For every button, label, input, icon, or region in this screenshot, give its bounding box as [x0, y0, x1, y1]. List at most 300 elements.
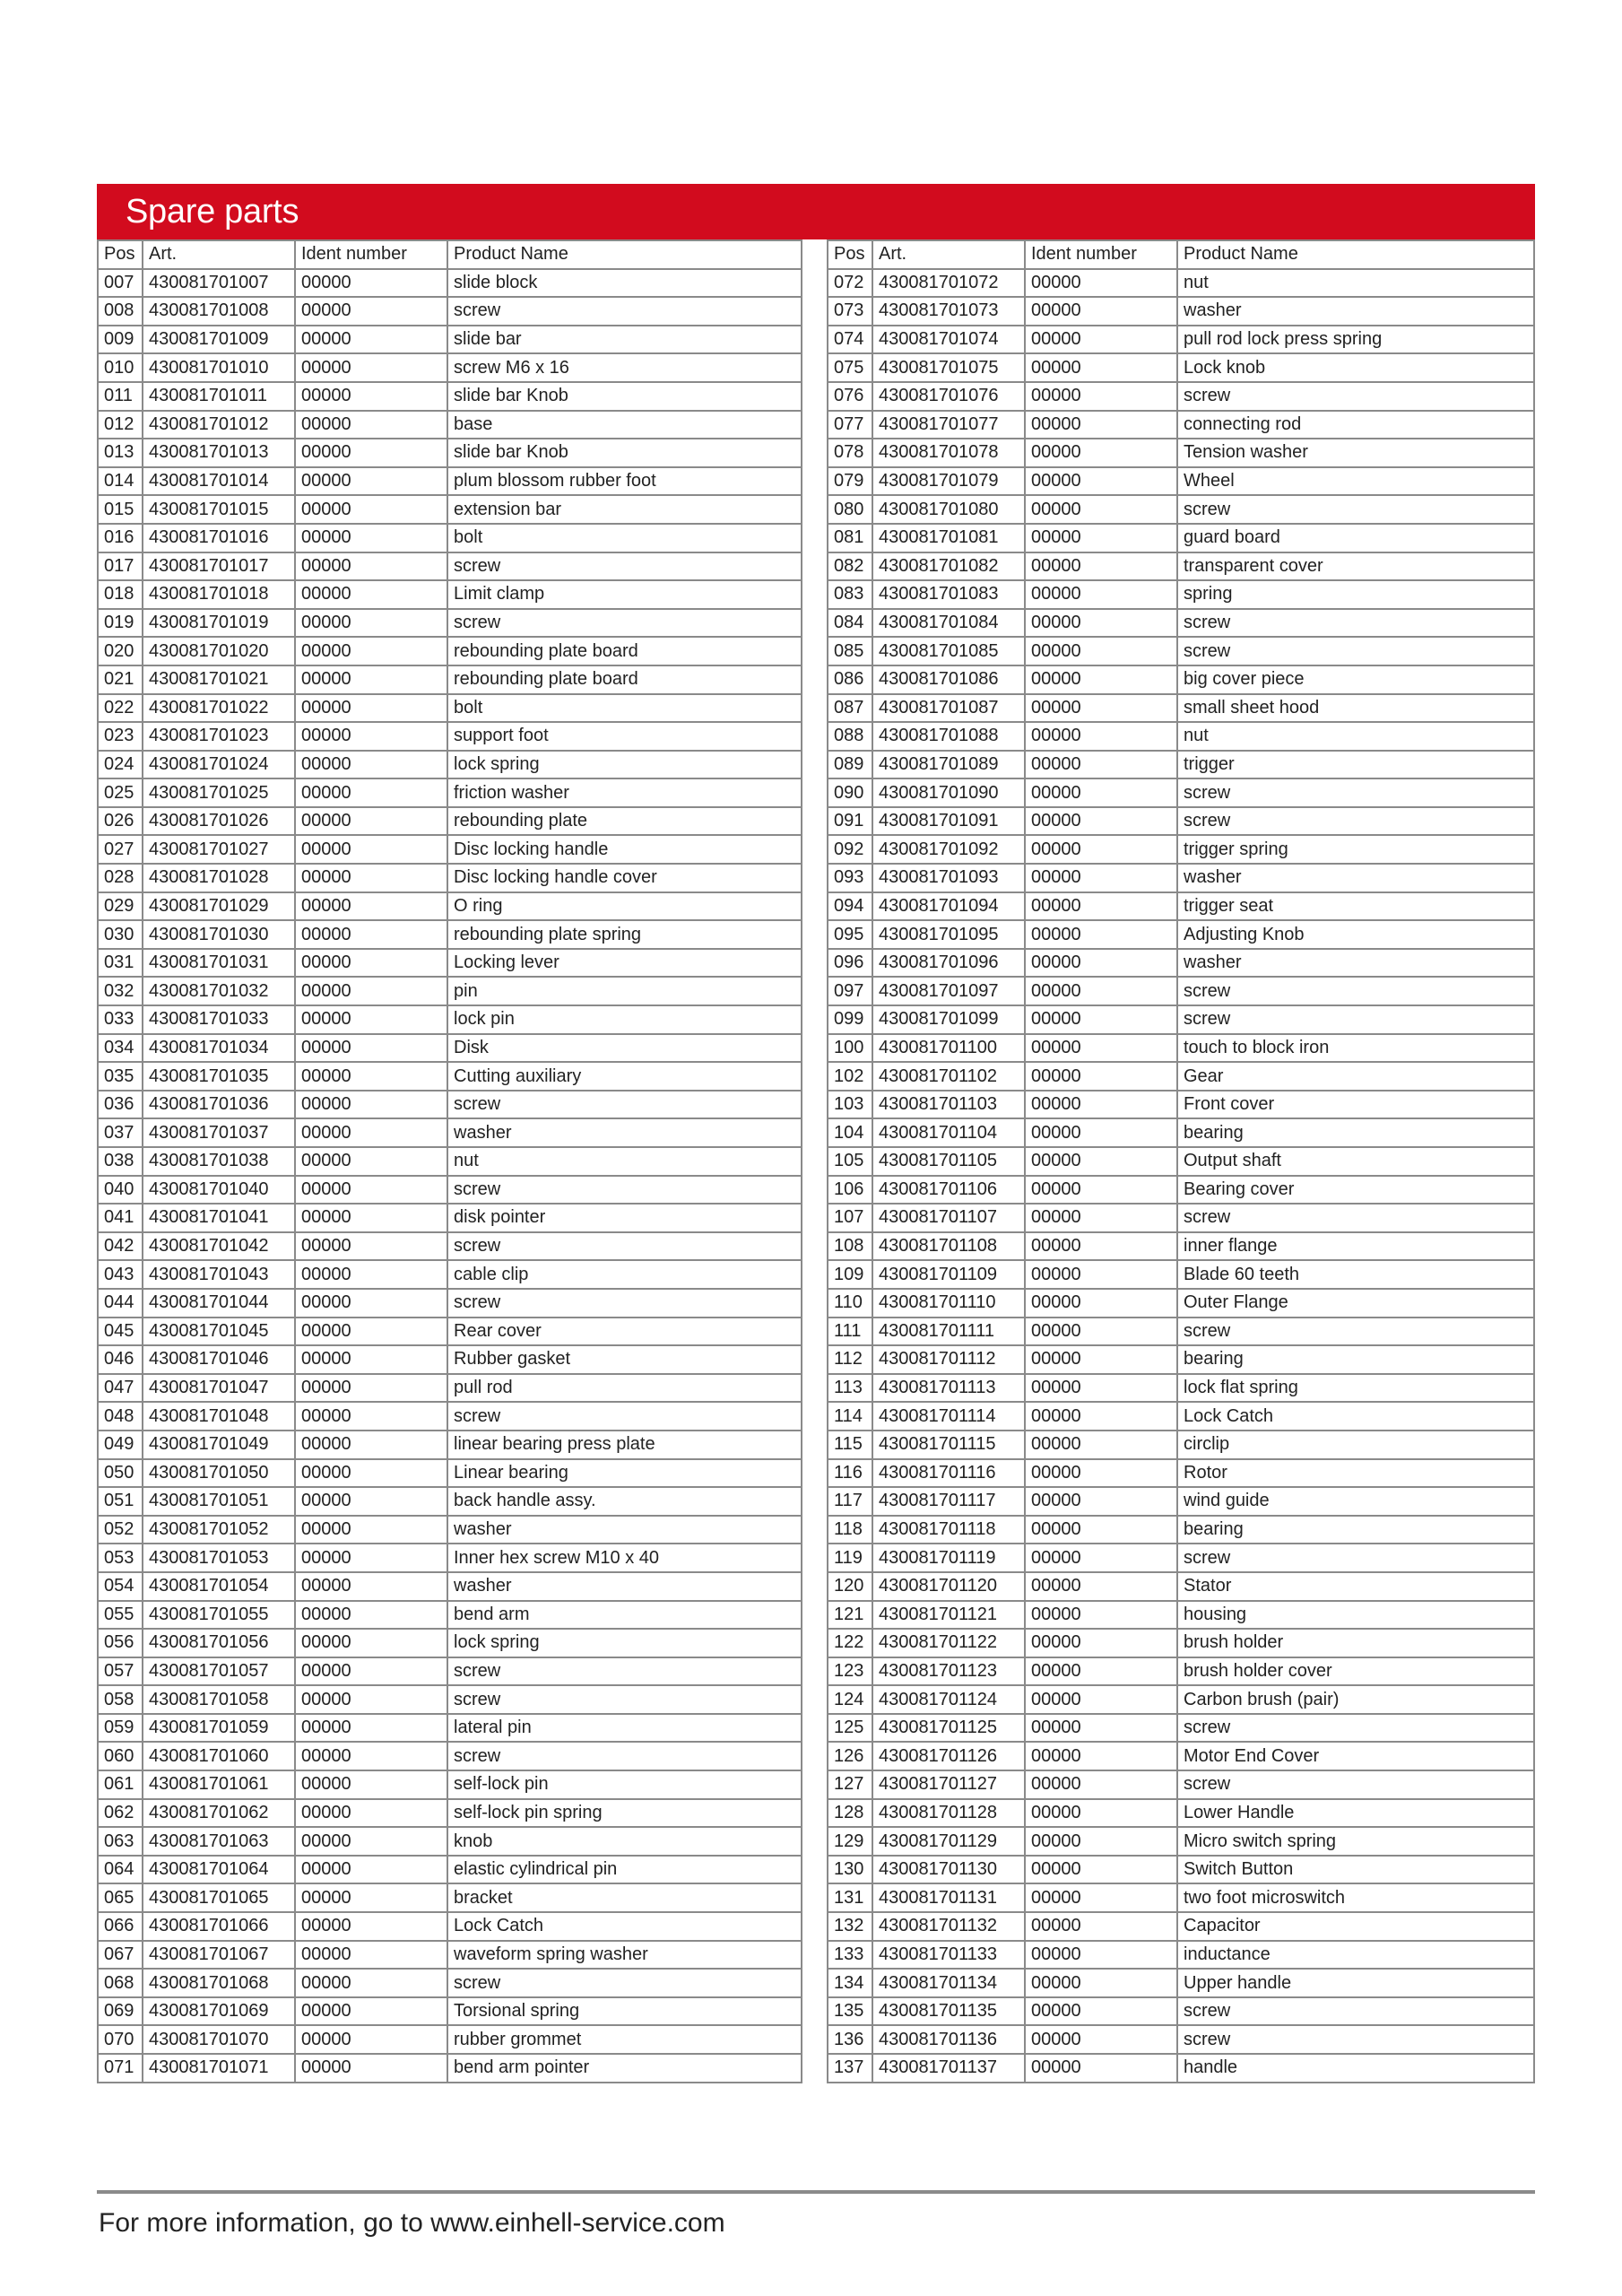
product-name-cell: screw	[1177, 495, 1534, 524]
product-name-cell: Disc locking handle	[447, 835, 802, 864]
art-cell: 430081701029	[143, 892, 295, 921]
product-name-cell: linear bearing press plate	[447, 1431, 802, 1459]
pos-cell: 054	[98, 1572, 143, 1601]
pos-cell: 132	[828, 1912, 872, 1941]
art-cell: 430081701062	[143, 1799, 295, 1828]
pos-cell: 016	[98, 524, 143, 552]
art-cell: 430081701104	[872, 1118, 1025, 1147]
ident-number-cell: 00000	[295, 552, 447, 581]
pos-cell: 128	[828, 1799, 872, 1828]
table-row	[828, 637, 1534, 665]
ident-number-cell: 00000	[1025, 751, 1177, 779]
ident-number-cell: 00000	[295, 1118, 447, 1147]
art-cell: 430081701053	[143, 1544, 295, 1572]
column-header-art: Art.	[143, 240, 295, 269]
product-name-cell: slide bar	[447, 326, 802, 354]
ident-number-cell: 00000	[295, 382, 447, 411]
product-name-cell: two foot microswitch	[1177, 1883, 1534, 1912]
ident-number-cell: 00000	[295, 1997, 447, 2026]
pos-cell: 077	[828, 411, 872, 439]
product-name-cell: rebounding plate board	[447, 665, 802, 694]
pos-cell: 076	[828, 382, 872, 411]
table-row	[828, 411, 1534, 439]
ident-number-cell: 00000	[1025, 552, 1177, 581]
pos-cell: 099	[828, 1005, 872, 1034]
pos-cell: 048	[98, 1402, 143, 1431]
ident-number-cell: 00000	[1025, 269, 1177, 298]
art-cell: 430081701050	[143, 1459, 295, 1488]
table-row	[828, 1289, 1534, 1318]
ident-number-cell: 00000	[295, 1459, 447, 1488]
pos-cell: 024	[98, 751, 143, 779]
table-row	[828, 977, 1534, 1005]
table-row	[98, 1544, 802, 1572]
pos-cell: 120	[828, 1572, 872, 1601]
ident-number-cell: 00000	[295, 694, 447, 723]
ident-number-cell: 00000	[1025, 2054, 1177, 2083]
table-row	[98, 1883, 802, 1912]
ident-number-cell: 00000	[1025, 864, 1177, 892]
ident-number-cell: 00000	[1025, 1374, 1177, 1403]
product-name-cell: screw	[447, 1176, 802, 1205]
product-name-cell: screw	[1177, 807, 1534, 836]
pos-cell: 057	[98, 1657, 143, 1686]
pos-cell: 029	[98, 892, 143, 921]
ident-number-cell: 00000	[1025, 637, 1177, 665]
pos-cell: 081	[828, 524, 872, 552]
table-row	[828, 1318, 1534, 1346]
ident-number-cell: 00000	[1025, 1997, 1177, 2026]
pos-cell: 037	[98, 1118, 143, 1147]
product-name-cell: lock flat spring	[1177, 1374, 1534, 1403]
table-row	[98, 977, 802, 1005]
pos-cell: 109	[828, 1260, 872, 1289]
ident-number-cell: 00000	[295, 1714, 447, 1743]
pos-cell: 007	[98, 269, 143, 298]
column-header-pos: Pos	[828, 240, 872, 269]
table-row	[98, 353, 802, 382]
pos-cell: 092	[828, 835, 872, 864]
art-cell: 430081701127	[872, 1770, 1025, 1799]
pos-cell: 049	[98, 1431, 143, 1459]
product-name-cell: wind guide	[1177, 1487, 1534, 1516]
table-row	[98, 580, 802, 609]
product-name-cell: Capacitor	[1177, 1912, 1534, 1941]
art-cell: 430081701023	[143, 722, 295, 751]
product-name-cell: Tension washer	[1177, 439, 1534, 467]
pos-cell: 107	[828, 1204, 872, 1232]
art-cell: 430081701102	[872, 1062, 1025, 1091]
ident-number-cell: 00000	[295, 1516, 447, 1544]
table-row	[828, 722, 1534, 751]
pos-cell: 096	[828, 949, 872, 978]
art-cell: 430081701012	[143, 411, 295, 439]
table-row	[98, 1856, 802, 1884]
table-row	[828, 1005, 1534, 1034]
product-name-cell: bolt	[447, 694, 802, 723]
pos-cell: 067	[98, 1941, 143, 1970]
pos-cell: 063	[98, 1827, 143, 1856]
pos-cell: 071	[98, 2054, 143, 2083]
ident-number-cell: 00000	[1025, 1232, 1177, 1261]
art-cell: 430081701013	[143, 439, 295, 467]
art-cell: 430081701066	[143, 1912, 295, 1941]
pos-cell: 036	[98, 1091, 143, 1119]
ident-number-cell: 00000	[1025, 1516, 1177, 1544]
product-name-cell: Lock Catch	[447, 1912, 802, 1941]
ident-number-cell: 00000	[295, 1487, 447, 1516]
table-header-row	[98, 240, 802, 269]
table-row	[828, 920, 1534, 949]
product-name-cell: washer	[1177, 864, 1534, 892]
product-name-cell: screw	[447, 552, 802, 581]
product-name-cell: screw	[1177, 778, 1534, 807]
product-name-cell: bearing	[1177, 1516, 1534, 1544]
table-row	[828, 609, 1534, 638]
table-row	[98, 1318, 802, 1346]
pos-cell: 012	[98, 411, 143, 439]
ident-number-cell: 00000	[1025, 722, 1177, 751]
pos-cell: 032	[98, 977, 143, 1005]
table-row	[98, 1572, 802, 1601]
table-row	[828, 326, 1534, 354]
ident-number-cell: 00000	[1025, 1799, 1177, 1828]
table-row	[98, 609, 802, 638]
art-cell: 430081701107	[872, 1204, 1025, 1232]
product-name-cell: Linear bearing	[447, 1459, 802, 1488]
art-cell: 430081701057	[143, 1657, 295, 1686]
pos-cell: 009	[98, 326, 143, 354]
ident-number-cell: 00000	[295, 949, 447, 978]
product-name-cell: screw	[447, 1091, 802, 1119]
art-cell: 430081701059	[143, 1714, 295, 1743]
ident-number-cell: 00000	[295, 1402, 447, 1431]
art-cell: 430081701080	[872, 495, 1025, 524]
table-row	[828, 495, 1534, 524]
column-header-art: Art.	[872, 240, 1025, 269]
pos-cell: 020	[98, 637, 143, 665]
product-name-cell: screw	[447, 1685, 802, 1714]
ident-number-cell: 00000	[295, 1969, 447, 1997]
art-cell: 430081701065	[143, 1883, 295, 1912]
pos-cell: 075	[828, 353, 872, 382]
pos-cell: 090	[828, 778, 872, 807]
art-cell: 430081701043	[143, 1260, 295, 1289]
product-name-cell: screw	[1177, 1544, 1534, 1572]
table-row	[98, 552, 802, 581]
table-row	[828, 778, 1534, 807]
pos-cell: 112	[828, 1345, 872, 1374]
art-cell: 430081701110	[872, 1289, 1025, 1318]
product-name-cell: bearing	[1177, 1118, 1534, 1147]
pos-cell: 115	[828, 1431, 872, 1459]
table-row	[98, 1034, 802, 1063]
pos-cell: 095	[828, 920, 872, 949]
table-row	[828, 665, 1534, 694]
art-cell: 430081701034	[143, 1034, 295, 1063]
art-cell: 430081701052	[143, 1516, 295, 1544]
product-name-cell: screw	[1177, 1770, 1534, 1799]
art-cell: 430081701016	[143, 524, 295, 552]
table-row	[828, 382, 1534, 411]
product-name-cell: screw	[447, 1289, 802, 1318]
art-cell: 430081701022	[143, 694, 295, 723]
pos-cell: 023	[98, 722, 143, 751]
art-cell: 430081701069	[143, 1997, 295, 2026]
ident-number-cell: 00000	[1025, 1912, 1177, 1941]
ident-number-cell: 00000	[295, 1657, 447, 1686]
pos-cell: 068	[98, 1969, 143, 1997]
pos-cell: 104	[828, 1118, 872, 1147]
ident-number-cell: 00000	[295, 1431, 447, 1459]
pos-cell: 118	[828, 1516, 872, 1544]
ident-number-cell: 00000	[1025, 1091, 1177, 1119]
product-name-cell: Cutting auxiliary	[447, 1062, 802, 1091]
product-name-cell: Micro switch spring	[1177, 1827, 1534, 1856]
pos-cell: 083	[828, 580, 872, 609]
pos-cell: 093	[828, 864, 872, 892]
table-row	[98, 1459, 802, 1488]
pos-cell: 097	[828, 977, 872, 1005]
product-name-cell: slide bar Knob	[447, 382, 802, 411]
ident-number-cell: 00000	[1025, 580, 1177, 609]
art-cell: 430081701070	[143, 2025, 295, 2054]
table-row	[98, 751, 802, 779]
table-row	[98, 1345, 802, 1374]
table-row	[98, 1941, 802, 1970]
ident-number-cell: 00000	[295, 778, 447, 807]
ident-number-cell: 00000	[295, 326, 447, 354]
table-row	[98, 1289, 802, 1318]
art-cell: 430081701044	[143, 1289, 295, 1318]
table-row	[98, 297, 802, 326]
pos-cell: 021	[98, 665, 143, 694]
art-cell: 430081701017	[143, 552, 295, 581]
product-name-cell: screw	[1177, 1997, 1534, 2026]
table-row	[828, 1714, 1534, 1743]
table-row	[828, 1260, 1534, 1289]
pos-cell: 044	[98, 1289, 143, 1318]
ident-number-cell: 00000	[1025, 1657, 1177, 1686]
pos-cell: 137	[828, 2054, 872, 2083]
product-name-cell: Disc locking handle cover	[447, 864, 802, 892]
pos-cell: 127	[828, 1770, 872, 1799]
pos-cell: 123	[828, 1657, 872, 1686]
product-name-cell: screw	[447, 1232, 802, 1261]
art-cell: 430081701074	[872, 326, 1025, 354]
pos-cell: 056	[98, 1629, 143, 1657]
art-cell: 430081701075	[872, 353, 1025, 382]
art-cell: 430081701007	[143, 269, 295, 298]
ident-number-cell: 00000	[295, 1544, 447, 1572]
art-cell: 430081701090	[872, 778, 1025, 807]
art-cell: 430081701108	[872, 1232, 1025, 1261]
art-cell: 430081701103	[872, 1091, 1025, 1119]
product-name-cell: Gear	[1177, 1062, 1534, 1091]
art-cell: 430081701063	[143, 1827, 295, 1856]
art-cell: 430081701128	[872, 1799, 1025, 1828]
art-cell: 430081701072	[872, 269, 1025, 298]
ident-number-cell: 00000	[295, 495, 447, 524]
pos-cell: 126	[828, 1742, 872, 1770]
table-row	[828, 2025, 1534, 2054]
art-cell: 430081701122	[872, 1629, 1025, 1657]
pos-cell: 060	[98, 1742, 143, 1770]
pos-cell: 073	[828, 297, 872, 326]
product-name-cell: disk pointer	[447, 1204, 802, 1232]
pos-cell: 110	[828, 1289, 872, 1318]
art-cell: 430081701111	[872, 1318, 1025, 1346]
ident-number-cell: 00000	[295, 1883, 447, 1912]
product-name-cell: self-lock pin	[447, 1770, 802, 1799]
pos-cell: 052	[98, 1516, 143, 1544]
product-name-cell: washer	[1177, 949, 1534, 978]
ident-number-cell: 00000	[1025, 382, 1177, 411]
pos-cell: 033	[98, 1005, 143, 1034]
ident-number-cell: 00000	[295, 1572, 447, 1601]
product-name-cell: screw	[1177, 1318, 1534, 1346]
ident-number-cell: 00000	[295, 1601, 447, 1630]
art-cell: 430081701049	[143, 1431, 295, 1459]
product-name-cell: bracket	[447, 1883, 802, 1912]
pos-cell: 051	[98, 1487, 143, 1516]
product-name-cell: trigger seat	[1177, 892, 1534, 921]
table-row	[98, 1969, 802, 1997]
product-name-cell: base	[447, 411, 802, 439]
column-header-ident-number: Ident number	[1025, 240, 1177, 269]
art-cell: 430081701010	[143, 353, 295, 382]
footer-note: For more information, go to www.einhell-service.com	[99, 2208, 725, 2238]
table-row	[828, 1883, 1534, 1912]
table-row	[98, 1997, 802, 2026]
product-name-cell: knob	[447, 1827, 802, 1856]
product-name-cell: Lock Catch	[1177, 1402, 1534, 1431]
table-row	[828, 1034, 1534, 1063]
table-row	[828, 1516, 1534, 1544]
pos-cell: 074	[828, 326, 872, 354]
pos-cell: 085	[828, 637, 872, 665]
product-name-cell: slide bar Knob	[447, 439, 802, 467]
art-cell: 430081701112	[872, 1345, 1025, 1374]
art-cell: 430081701015	[143, 495, 295, 524]
art-cell: 430081701018	[143, 580, 295, 609]
product-name-cell: guard board	[1177, 524, 1534, 552]
ident-number-cell: 00000	[295, 580, 447, 609]
art-cell: 430081701019	[143, 609, 295, 638]
table-row	[828, 1770, 1534, 1799]
table-row	[98, 1516, 802, 1544]
table-row	[98, 1176, 802, 1205]
ident-number-cell: 00000	[295, 722, 447, 751]
table-row	[828, 1629, 1534, 1657]
pos-cell: 135	[828, 1997, 872, 2026]
art-cell: 430081701082	[872, 552, 1025, 581]
table-row	[98, 1091, 802, 1119]
table-row	[828, 1487, 1534, 1516]
table-row	[828, 1345, 1534, 1374]
table-row	[98, 807, 802, 836]
art-cell: 430081701040	[143, 1176, 295, 1205]
product-name-cell: trigger	[1177, 751, 1534, 779]
product-name-cell: Rear cover	[447, 1318, 802, 1346]
pos-cell: 014	[98, 467, 143, 496]
ident-number-cell: 00000	[295, 1742, 447, 1770]
product-name-cell: Adjusting Knob	[1177, 920, 1534, 949]
product-name-cell: transparent cover	[1177, 552, 1534, 581]
product-name-cell: bend arm pointer	[447, 2054, 802, 2083]
ident-number-cell: 00000	[295, 1232, 447, 1261]
ident-number-cell: 00000	[295, 2025, 447, 2054]
table-header-row	[828, 240, 1534, 269]
art-cell: 430081701008	[143, 297, 295, 326]
product-name-cell: pin	[447, 977, 802, 1005]
table-row	[98, 2054, 802, 2083]
art-cell: 430081701028	[143, 864, 295, 892]
art-cell: 430081701087	[872, 694, 1025, 723]
table-row	[98, 1402, 802, 1431]
product-name-cell: screw	[1177, 1714, 1534, 1743]
pos-cell: 129	[828, 1827, 872, 1856]
product-name-cell: slide block	[447, 269, 802, 298]
table-row	[828, 864, 1534, 892]
art-cell: 430081701089	[872, 751, 1025, 779]
product-name-cell: small sheet hood	[1177, 694, 1534, 723]
ident-number-cell: 00000	[1025, 977, 1177, 1005]
product-name-cell: connecting rod	[1177, 411, 1534, 439]
column-header-ident-number: Ident number	[295, 240, 447, 269]
art-cell: 430081701131	[872, 1883, 1025, 1912]
pos-cell: 114	[828, 1402, 872, 1431]
ident-number-cell: 00000	[1025, 1856, 1177, 1884]
pos-cell: 082	[828, 552, 872, 581]
table-row	[98, 1912, 802, 1941]
table-row	[828, 2054, 1534, 2083]
ident-number-cell: 00000	[1025, 495, 1177, 524]
table-row	[828, 1204, 1534, 1232]
art-cell: 430081701105	[872, 1147, 1025, 1176]
product-name-cell: rebounding plate	[447, 807, 802, 836]
pos-cell: 134	[828, 1969, 872, 1997]
art-cell: 430081701113	[872, 1374, 1025, 1403]
ident-number-cell: 00000	[295, 1318, 447, 1346]
table-row	[98, 778, 802, 807]
pos-cell: 102	[828, 1062, 872, 1091]
table-row	[98, 1118, 802, 1147]
pos-cell: 113	[828, 1374, 872, 1403]
ident-number-cell: 00000	[1025, 524, 1177, 552]
table-row	[98, 1147, 802, 1176]
art-cell: 430081701083	[872, 580, 1025, 609]
art-cell: 430081701041	[143, 1204, 295, 1232]
art-cell: 430081701058	[143, 1685, 295, 1714]
table-row	[828, 1601, 1534, 1630]
table-row	[828, 1544, 1534, 1572]
pos-cell: 103	[828, 1091, 872, 1119]
art-cell: 430081701079	[872, 467, 1025, 496]
pos-cell: 030	[98, 920, 143, 949]
ident-number-cell: 00000	[1025, 1062, 1177, 1091]
table-row	[828, 552, 1534, 581]
pos-cell: 116	[828, 1459, 872, 1488]
ident-number-cell: 00000	[1025, 439, 1177, 467]
table-row	[98, 1601, 802, 1630]
art-cell: 430081701064	[143, 1856, 295, 1884]
art-cell: 430081701073	[872, 297, 1025, 326]
product-name-cell: screw	[447, 609, 802, 638]
product-name-cell: screw	[1177, 382, 1534, 411]
pos-cell: 130	[828, 1856, 872, 1884]
table-row	[98, 2025, 802, 2054]
